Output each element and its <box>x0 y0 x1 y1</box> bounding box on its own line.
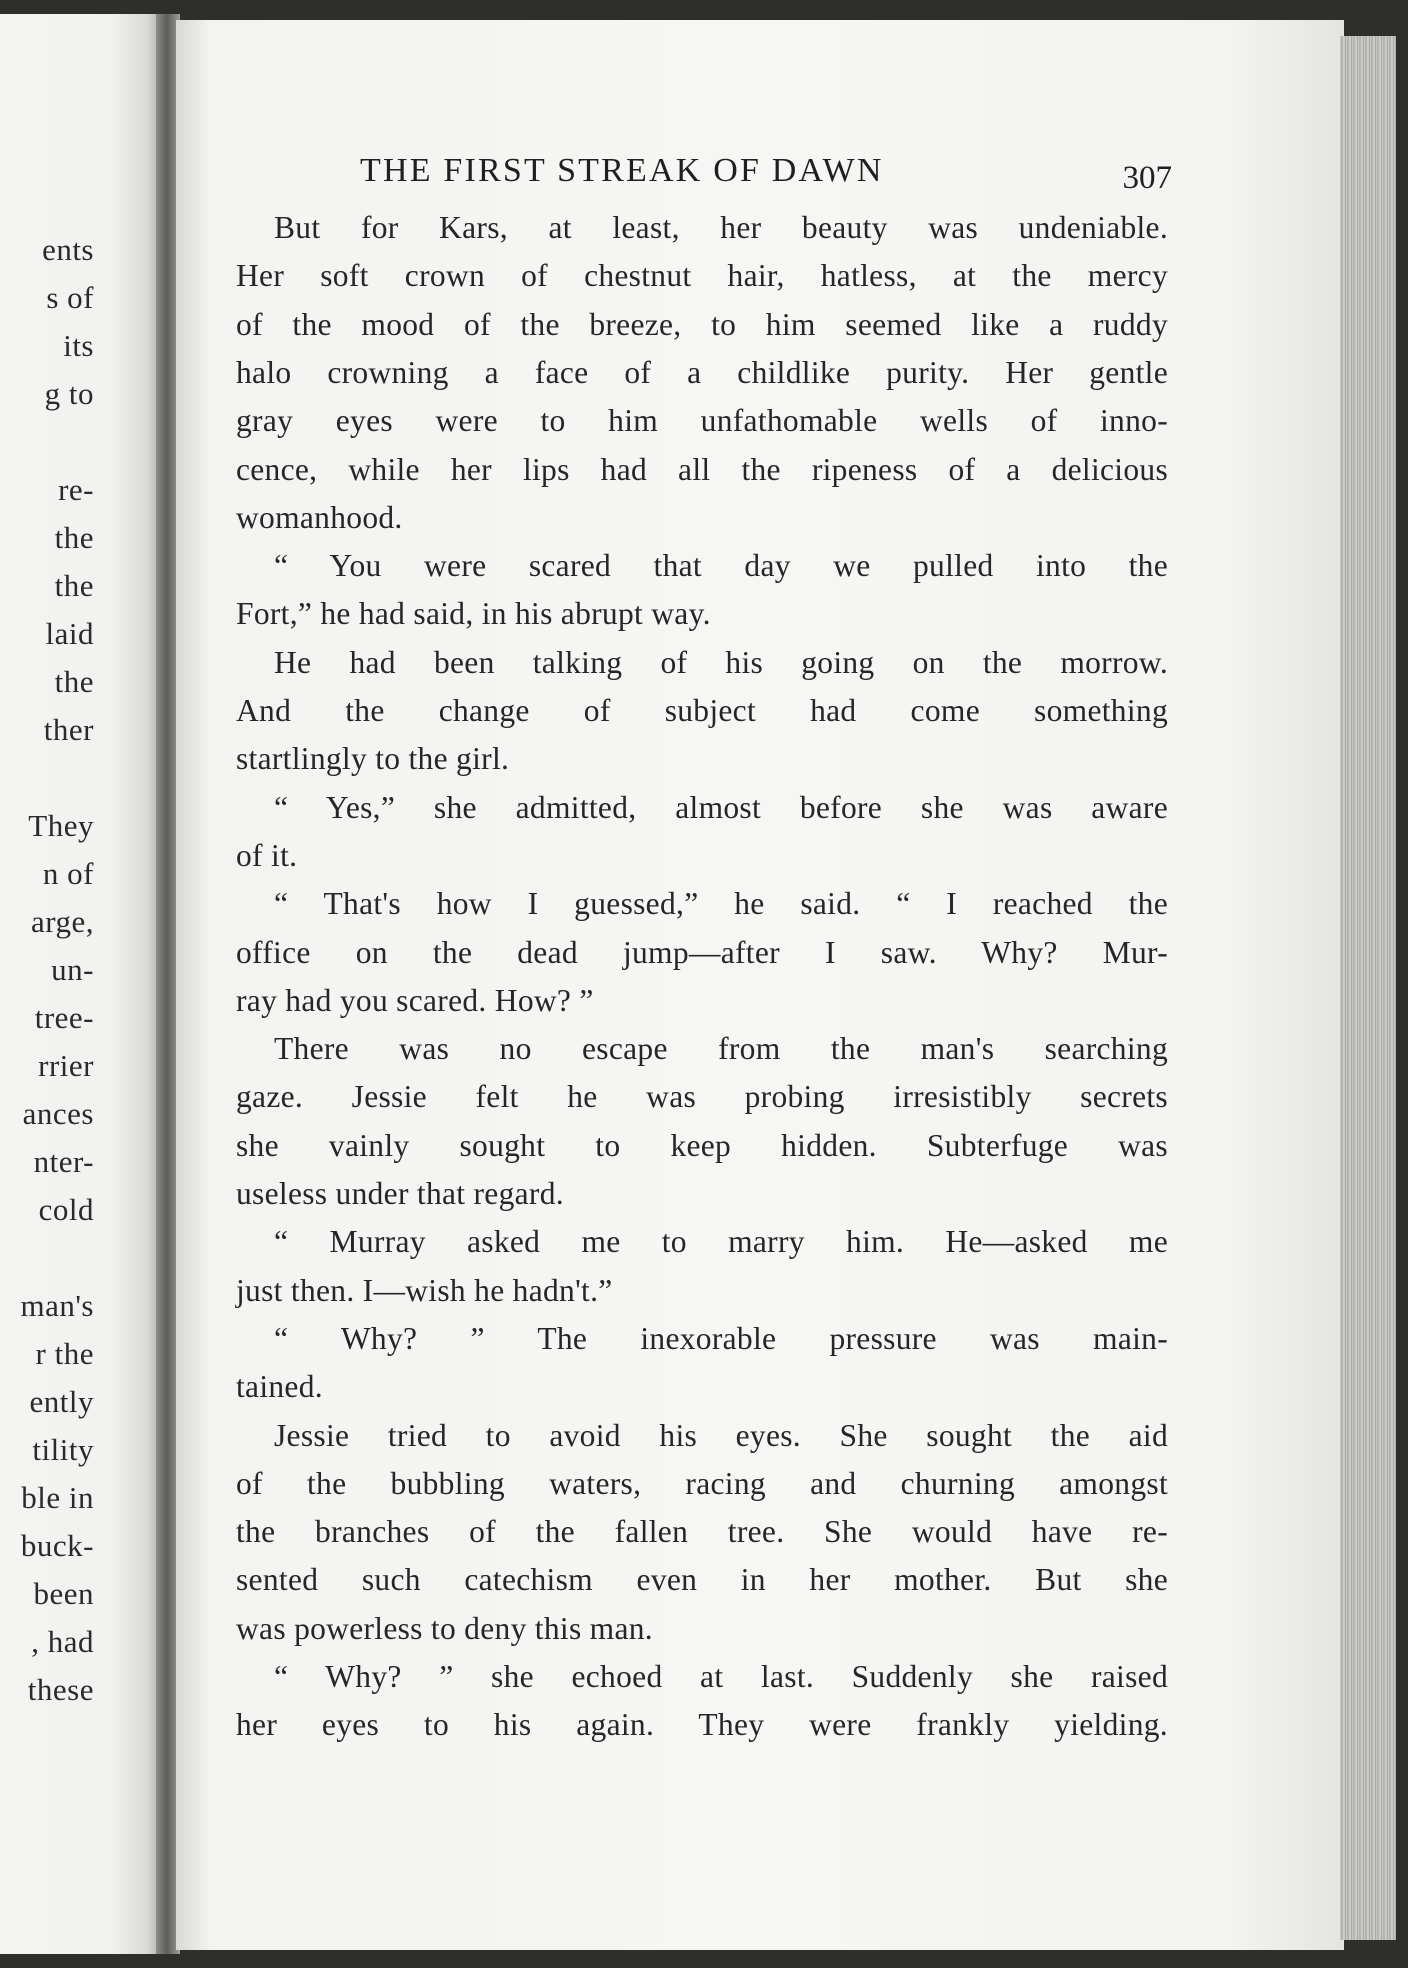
text-line: the branches of the fallen tree. She would have re- <box>236 1514 1168 1550</box>
text-line: cence, while her lips had all the ripeness of a delicious <box>236 451 1168 487</box>
text-line: ray had you scared. How? ” <box>236 982 594 1018</box>
text-line: “ Yes,” she admitted, almost before she was aware <box>274 789 1168 825</box>
text-line: “ You were scared that day we pulled into the <box>274 548 1168 584</box>
left-page-line: arge, <box>30 904 94 939</box>
text-line: He had been talking of his going on the morrow. <box>274 644 1168 680</box>
left-page-line: , had <box>31 1624 94 1659</box>
left-page-line: ances <box>22 1096 94 1131</box>
left-page-line: ently <box>29 1384 94 1419</box>
text-line: she vainly sought to keep hidden. Subterfuge was <box>236 1127 1168 1163</box>
text-line: And the change of subject had come something <box>236 693 1168 728</box>
left-page-line: man's <box>20 1288 94 1323</box>
text-line: But for Kars, at least, her beauty was undeniable. <box>274 210 1168 245</box>
text-line: of the bubbling waters, racing and churning amongst <box>236 1465 1168 1501</box>
text-line: her eyes to his again. They were frankly yielding. <box>236 1707 1168 1743</box>
left-page-line: these <box>27 1672 94 1707</box>
left-page-line: ble in <box>21 1480 94 1515</box>
left-page-line: They <box>28 808 94 843</box>
left-page-line: un- <box>51 952 94 987</box>
text-line: just then. I—wish he hadn't.” <box>236 1272 613 1308</box>
text-line: office on the dead jump—after I saw. Why? Mur- <box>236 934 1168 970</box>
left-page-line: buck- <box>20 1528 94 1563</box>
text-line: of it. <box>236 837 298 873</box>
left-page-line: ents <box>42 232 94 267</box>
page-number: 307 <box>1122 160 1172 196</box>
left-page-line: been <box>33 1576 94 1611</box>
left-page-line: rrier <box>38 1048 94 1083</box>
left-page-line: tree- <box>34 1000 94 1035</box>
left-page-line: laid <box>45 616 94 651</box>
left-page-line: re- <box>58 472 94 507</box>
text-line: halo crowning a face of a childlike purity. Her gentle <box>236 354 1168 390</box>
text-line: tained. <box>236 1369 323 1405</box>
text-line: gray eyes were to him unfathomable wells of inno- <box>236 403 1168 439</box>
text-line: gaze. Jessie felt he was probing irresistibly secrets <box>236 1079 1168 1115</box>
left-page-line: s of <box>46 280 94 315</box>
text-line: of the mood of the breeze, to him seemed like a ruddy <box>236 306 1168 342</box>
page-header <box>360 152 1172 206</box>
page-edges <box>1340 36 1396 1940</box>
text-line: Fort,” he had said, in his abrupt way. <box>236 596 711 632</box>
text-line: womanhood. <box>236 499 403 535</box>
text-line: “ Why? ” she echoed at last. Suddenly she raised <box>274 1659 1168 1694</box>
left-page-line: g to <box>44 376 94 411</box>
left-page-line: tility <box>32 1432 94 1467</box>
text-line: sented such catechism even in her mother. But she <box>236 1562 1168 1598</box>
text-line: useless under that regard. <box>236 1176 564 1211</box>
text-line: There was no escape from the man's searching <box>274 1031 1168 1067</box>
text-line: “ Why? ” The inexorable pressure was main- <box>274 1320 1168 1356</box>
left-page-line: cold <box>38 1192 94 1227</box>
text-line: was powerless to deny this man. <box>236 1610 653 1646</box>
left-page-line: its <box>63 328 94 363</box>
left-page-line: the <box>54 568 94 603</box>
left-page <box>0 14 160 1954</box>
left-page-text <box>0 14 104 1954</box>
left-page-line: nter- <box>33 1144 94 1179</box>
left-page-line: the <box>54 664 94 699</box>
text-line: “ Murray asked me to marry him. He—asked me <box>274 1224 1168 1260</box>
text-line: “ That's how I guessed,” he said. “ I reached the <box>274 886 1168 922</box>
text-line: Jessie tried to avoid his eyes. She sought the aid <box>274 1417 1168 1453</box>
text-line: Her soft crown of chestnut hair, hatless, at the mercy <box>236 258 1168 294</box>
left-page-line: n of <box>42 856 94 891</box>
left-page-line: the <box>54 520 94 555</box>
running-head: THE FIRST STREAK OF DAWN <box>360 152 884 189</box>
text-line: startlingly to the girl. <box>236 741 510 777</box>
left-page-line: r the <box>35 1336 94 1371</box>
left-page-line: ther <box>43 712 94 747</box>
